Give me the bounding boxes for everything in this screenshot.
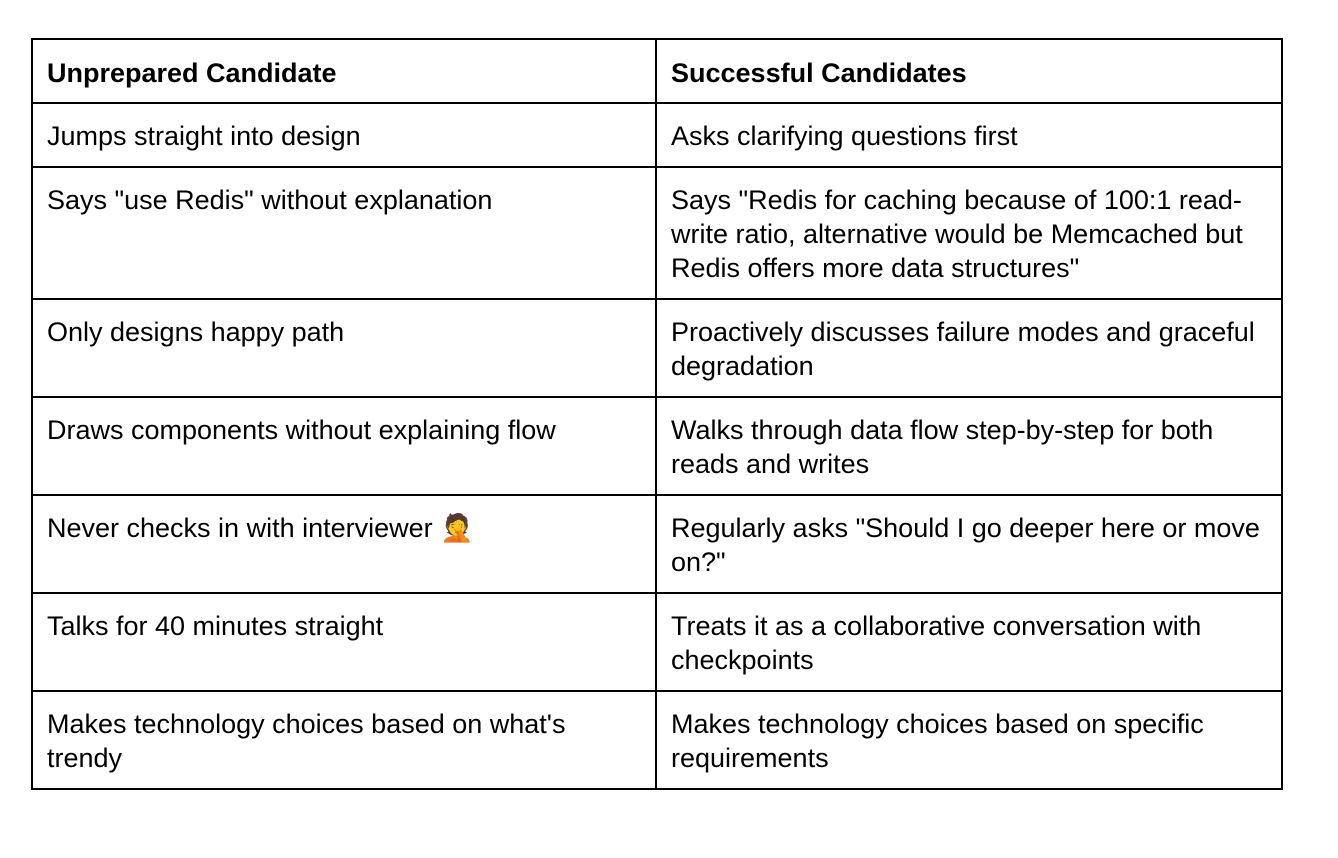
unprepared-cell: Never checks in with interviewer 🤦	[32, 495, 656, 593]
header-successful-candidates: Successful Candidates	[656, 39, 1282, 103]
unprepared-cell: Talks for 40 minutes straight	[32, 593, 656, 691]
successful-cell: Makes technology choices based on specific requirements	[656, 691, 1282, 789]
successful-cell: Treats it as a collaborative conversation with checkpoints	[656, 593, 1282, 691]
table-row	[32, 495, 1282, 593]
successful-cell: Asks clarifying questions first	[656, 103, 1282, 167]
table-row	[32, 299, 1282, 397]
header-row	[32, 39, 1282, 103]
successful-cell: Says "Redis for caching because of 100:1 read-write ratio, alternative would be Memcached but Redis offers more data structures"	[656, 167, 1282, 299]
table-row	[32, 593, 1282, 691]
unprepared-cell: Makes technology choices based on what's trendy	[32, 691, 656, 789]
successful-cell: Regularly asks "Should I go deeper here or move on?"	[656, 495, 1282, 593]
successful-cell: Walks through data flow step-by-step for both reads and writes	[656, 397, 1282, 495]
table-row	[32, 103, 1282, 167]
successful-cell: Proactively discusses failure modes and graceful degradation	[656, 299, 1282, 397]
unprepared-cell: Only designs happy path	[32, 299, 656, 397]
table-row	[32, 167, 1282, 299]
unprepared-cell: Jumps straight into design	[32, 103, 656, 167]
unprepared-cell: Says "use Redis" without explanation	[32, 167, 656, 299]
unprepared-cell: Draws components without explaining flow	[32, 397, 656, 495]
header-unprepared-candidate: Unprepared Candidate	[32, 39, 656, 103]
comparison-table	[31, 38, 1283, 790]
table-row	[32, 691, 1282, 789]
table-row	[32, 397, 1282, 495]
